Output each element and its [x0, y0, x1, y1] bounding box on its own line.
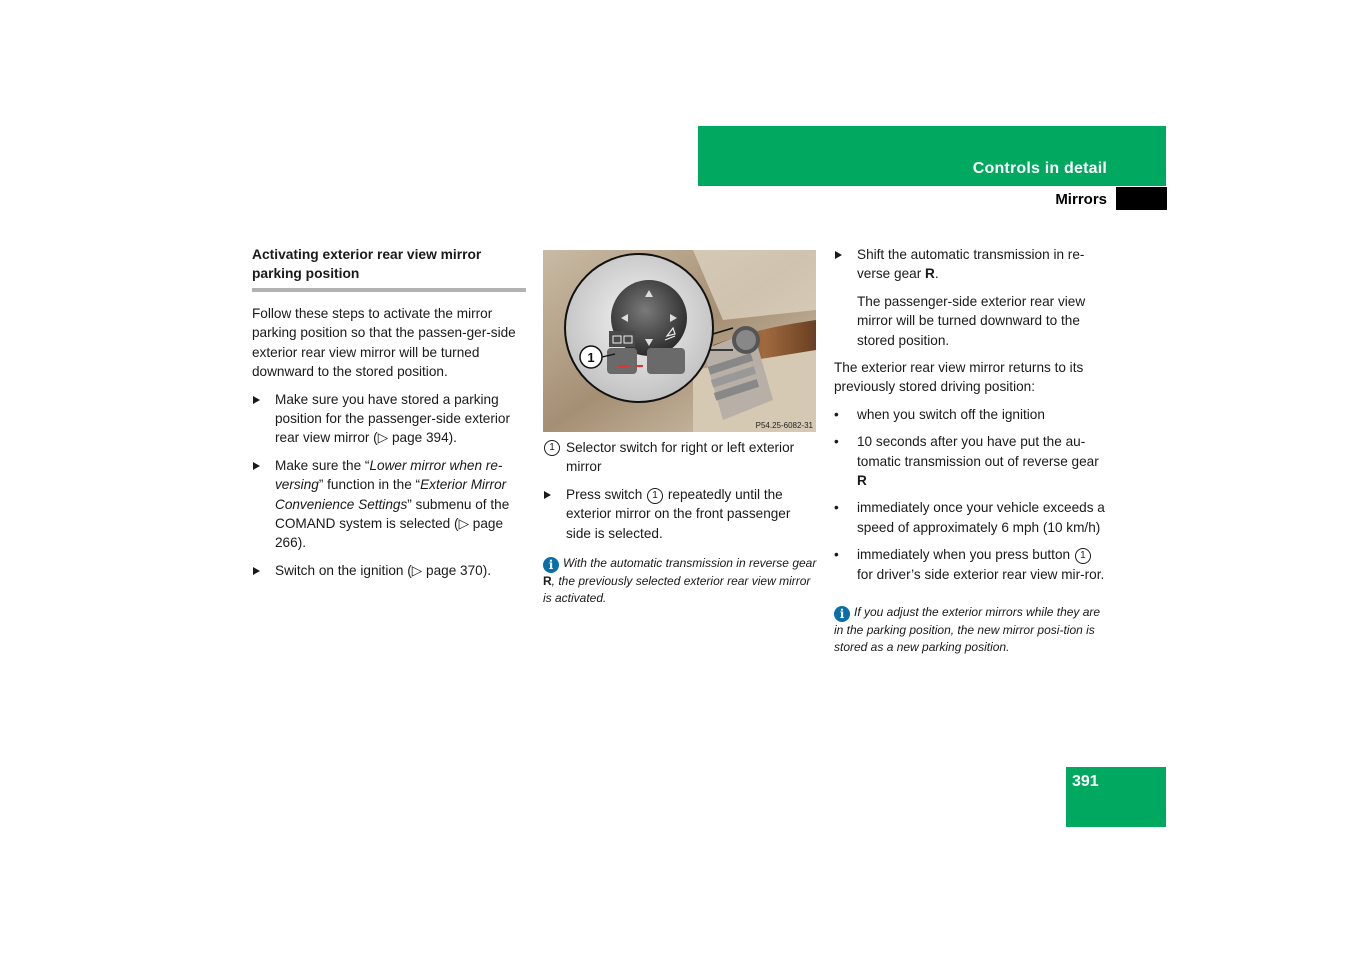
section-header-bar — [698, 126, 1166, 186]
list-item: • immediately once your vehicle exceeds a speed of approximately 6 mph (10 km/h) — [834, 500, 1105, 535]
step-item: Make sure the “Lower mirror when re-versing” function in the “Exterior Mirror Convenience Settings” submenu of the COMAND system is selected (▷ page 266). — [252, 456, 526, 553]
step-item: Press switch 1 repeatedly until the exterior mirror on the front passenger side is selected. — [543, 485, 817, 543]
photo-code: P54.25-6082-31 — [755, 421, 813, 430]
mirror-switch-illustration — [543, 250, 816, 432]
subsection-marker — [1116, 187, 1167, 210]
submenu-name: Exterior Mirror Convenience Settings — [275, 477, 507, 512]
page-ref-link[interactable]: ▷ page 370 — [411, 562, 483, 578]
photo-callout: 1 — [587, 350, 595, 365]
callout-number: 1 — [1075, 548, 1091, 564]
step-arrow-icon — [253, 396, 260, 404]
column-middle — [543, 250, 817, 607]
callout-number: 1 — [544, 440, 560, 456]
function-name: Lower mirror when re-versing — [275, 457, 503, 493]
section-heading: Activating exterior rear view mirror parking position — [252, 247, 482, 281]
info-note: i With the automatic transmission in reverse gear R, the previously selected exterior rear view mirror is activated. — [543, 556, 817, 606]
result-text: The passenger-side exterior rear view mirror will be turned downward to the stored position. — [857, 293, 1086, 348]
bullet-icon: • — [834, 547, 839, 563]
step-arrow-icon — [253, 567, 260, 575]
page-number: 391 — [1072, 773, 1099, 790]
info-icon: i — [834, 606, 850, 622]
page-number-box — [1066, 767, 1166, 827]
gear-r: R — [925, 266, 935, 282]
list-item: • immediately when you press button 1 for driver’s side exterior rear view mir-ror. — [834, 547, 1105, 582]
gear-r: R — [857, 473, 867, 489]
step-item: Make sure you have stored a parking position for the passenger-side exterior rear view mirror (▷ page 394). — [252, 390, 526, 448]
mirror-switch-photo — [543, 250, 816, 432]
heading-rule — [252, 288, 526, 292]
callout-number: 1 — [647, 488, 663, 504]
step-item: Shift the automatic transmission in re-verse gear R. — [834, 245, 1106, 284]
step-arrow-icon — [835, 251, 842, 259]
step-item: Switch on the ignition (▷ page 370). — [252, 561, 526, 580]
bullet-icon: • — [834, 434, 839, 450]
column-left — [252, 245, 526, 588]
column-right — [834, 245, 1106, 656]
list-item: • 10 seconds after you have put the au-tomatic transmission out of reverse gear R — [834, 434, 1099, 489]
page-ref-link[interactable]: ▷ page 266 — [275, 516, 504, 551]
list-item: • when you switch off the ignition — [834, 405, 1106, 424]
info-note: i If you adjust the exterior mirrors while they are in the parking position, the new mirror posi-tion is stored as a new parking position. — [834, 605, 1101, 655]
bullet-icon: • — [834, 406, 839, 422]
section-title: Controls in detail — [972, 160, 1107, 177]
gear-r: R — [543, 574, 552, 589]
info-icon: i — [543, 557, 559, 573]
page-ref-link[interactable]: ▷ page 394 — [377, 430, 449, 446]
step-arrow-icon — [253, 462, 260, 470]
photo-caption: 1 Selector switch for right or left exterior mirror — [543, 438, 817, 477]
intro-paragraph: Follow these steps to activate the mirror parking position so that the passen-ger-side exterior rear view mirror will be turned downward to the stored position. — [252, 306, 516, 380]
returns-text: The exterior rear view mirror returns to its previously stored driving position: — [834, 360, 1084, 395]
step-arrow-icon — [544, 491, 551, 499]
bullet-icon: • — [834, 500, 839, 516]
subsection-title: Mirrors — [1055, 191, 1107, 208]
